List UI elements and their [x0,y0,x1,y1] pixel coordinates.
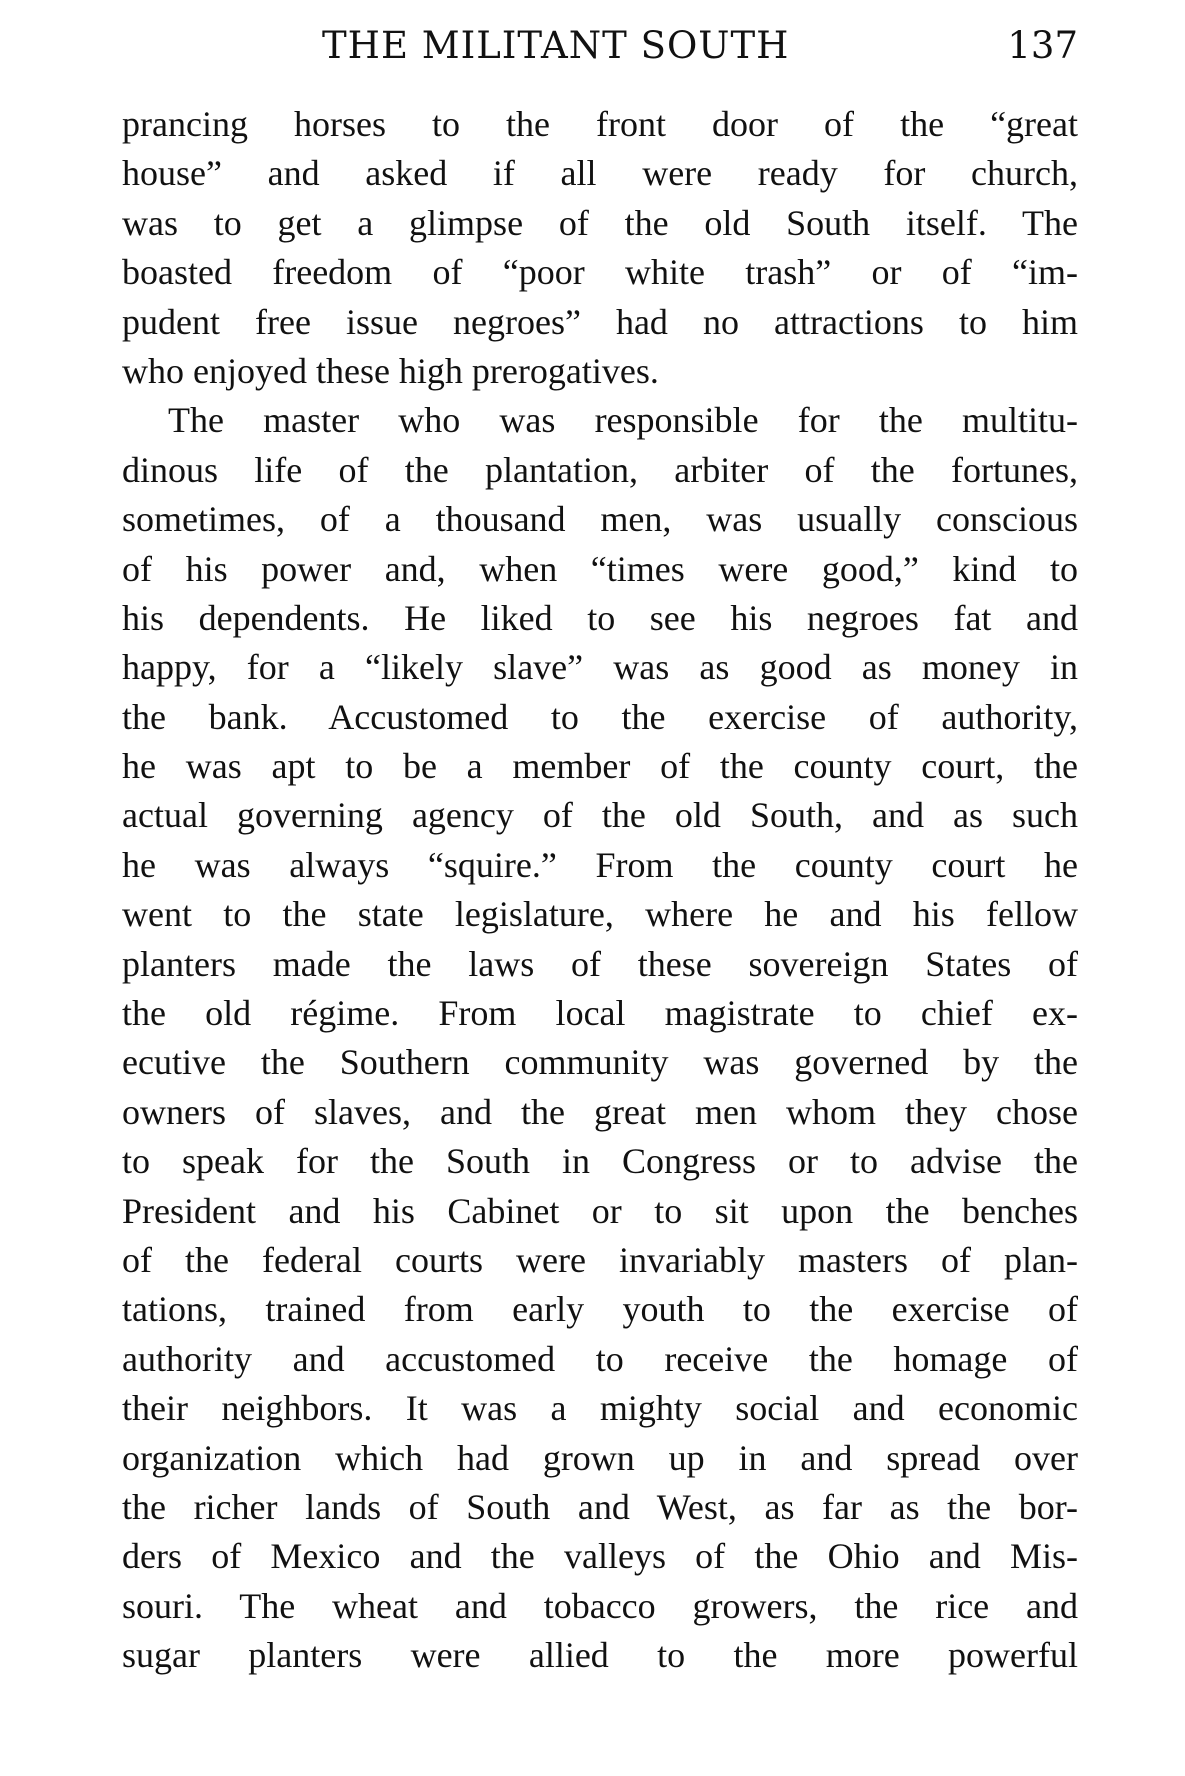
text-line: his dependents. He liked to see his negroes fat and [122,597,1078,638]
text-line: organization which had grown up in and spread over [122,1437,1078,1478]
running-title: THE MILITANT SOUTH [322,24,790,67]
text-line: authority and accustomed to receive the homage of [122,1338,1078,1379]
text-line: tations, trained from early youth to the exercise of [122,1289,1078,1330]
text-line: went to the state legislature, where he and his fellow [122,894,1078,935]
text-line: the old régime. From local magistrate to chief ex- [122,993,1078,1034]
text-line: owners of slaves, and the great men whom they chose [122,1091,1078,1132]
page-header [122,24,1078,84]
text-line: the bank. Accustomed to the exercise of authority, [122,696,1078,737]
text-line: dinous life of the plantation, arbiter of the fortunes, [122,449,1078,490]
text-line: to speak for the South in Congress or to advise the [122,1141,1078,1182]
text-line: pudent free issue negroes” had no attractions to him [122,301,1078,342]
body-text [122,100,1078,1681]
paragraph-start-line: The master who was responsible for the multitu- [168,400,1078,441]
text-line: house” and asked if all were ready for church, [122,153,1078,194]
text-line: happy, for a “likely slave” was as good as money in [122,647,1078,688]
page-number: 137 [1007,24,1078,67]
text-line: sugar planters were allied to the more powerful [122,1635,1078,1676]
text-line: of the federal courts were invariably masters of plan- [122,1239,1078,1280]
text-line: boasted freedom of “poor white trash” or of “im- [122,252,1078,293]
text-line: was to get a glimpse of the old South itself. The [122,202,1078,243]
text-line: President and his Cabinet or to sit upon the benches [122,1190,1078,1231]
text-line: actual governing agency of the old South, and as such [122,795,1078,836]
text-line: souri. The wheat and tobacco growers, the rice and [122,1585,1078,1626]
text-line: ders of Mexico and the valleys of the Ohio and Mis- [122,1536,1078,1577]
text-line: he was always “squire.” From the county court he [122,844,1078,885]
text-line: sometimes, of a thousand men, was usually conscious [122,499,1078,540]
text-line: prancing horses to the front door of the “great [122,104,1078,144]
text-line: who enjoyed these high prerogatives. [122,350,659,391]
text-line: ecutive the Southern community was governed by the [122,1042,1078,1083]
text-line: their neighbors. It was a mighty social and economic [122,1388,1078,1429]
text-line: planters made the laws of these sovereign States of [122,943,1078,984]
text-line: the richer lands of South and West, as far as the bor- [122,1486,1078,1527]
text-line: of his power and, when “times were good,” kind to [122,548,1078,589]
text-line: he was apt to be a member of the county court, the [122,746,1078,787]
